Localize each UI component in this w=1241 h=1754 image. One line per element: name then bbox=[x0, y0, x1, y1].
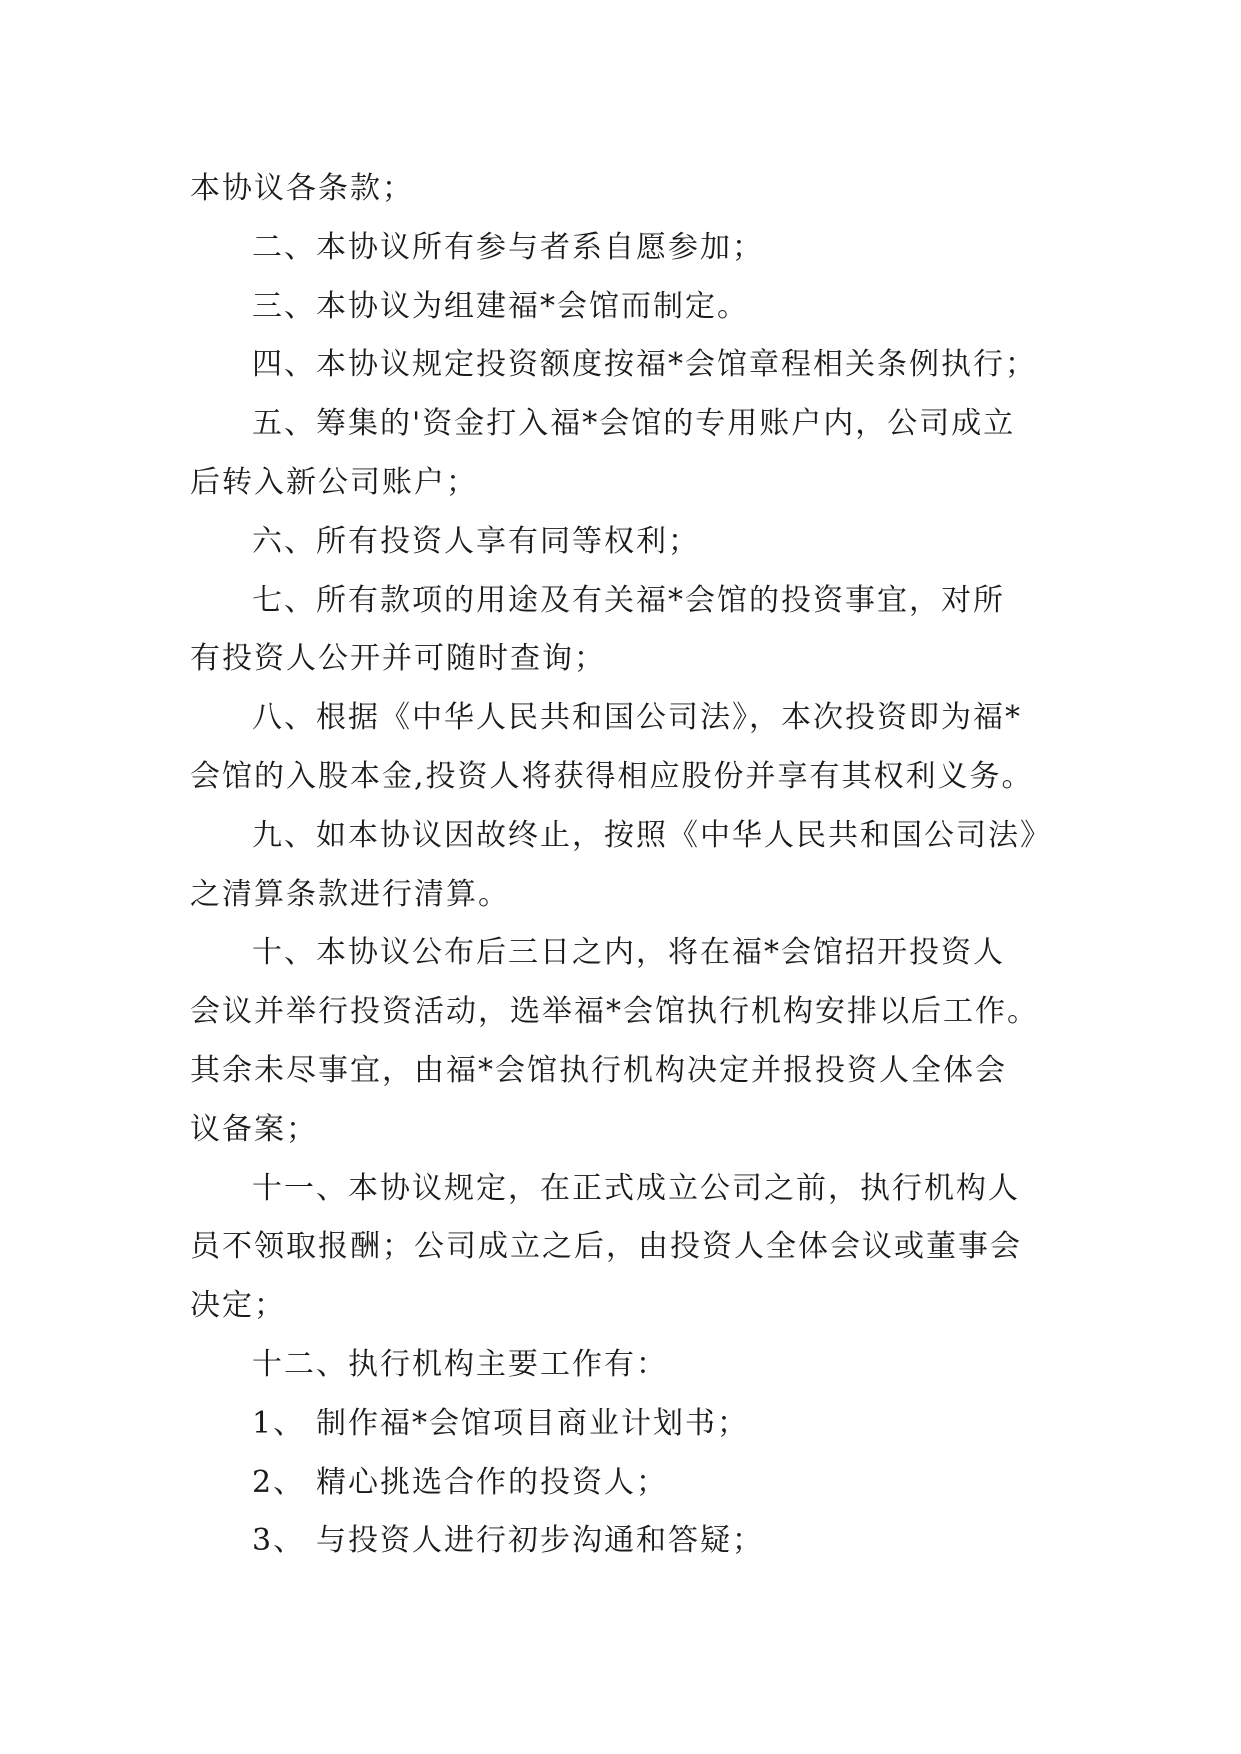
clause-7: 七、所有款项的用途及有关福*会馆的投资事宜，对所 bbox=[252, 582, 1005, 618]
list-text: 精心挑选合作的投资人； bbox=[316, 1464, 668, 1500]
text-line: 议备案； bbox=[190, 1111, 318, 1147]
clause-4: 四、本协议规定投资额度按福*会馆章程相关条例执行； bbox=[252, 347, 1037, 383]
text-line: 会馆的入股本金,投资人将获得相应股份并享有其权利义务。 bbox=[190, 758, 1034, 794]
text-line: 会议并举行投资活动，选举福*会馆执行机构安排以后工作。 bbox=[190, 994, 1039, 1030]
text-line: 决定； bbox=[190, 1288, 286, 1324]
clause-6: 六、所有投资人享有同等权利； bbox=[252, 523, 700, 559]
clause-12: 十二、执行机构主要工作有： bbox=[252, 1346, 668, 1382]
clause-5: 五、筹集的'资金打入福*会馆的专用账户内，公司成立 bbox=[252, 406, 1016, 442]
clause-2: 二、本协议所有参与者系自愿参加； bbox=[252, 229, 764, 265]
list-text: 与投资人进行初步沟通和答疑； bbox=[316, 1523, 764, 1559]
text-line: 本协议各条款； bbox=[190, 171, 414, 206]
list-item bbox=[190, 1454, 1058, 1513]
list-number: 1、 bbox=[252, 1405, 306, 1441]
text-line: 之清算条款进行清算。 bbox=[190, 876, 510, 912]
text-line: 其余未尽事宜，由福*会馆执行机构决定并报投资人全体会 bbox=[190, 1052, 1007, 1088]
list-item bbox=[190, 1395, 1058, 1454]
list-text: 制作福*会馆项目商业计划书； bbox=[316, 1405, 749, 1441]
text-line: 员不领取报酬；公司成立之后，由投资人全体会议或董事会 bbox=[190, 1229, 1022, 1265]
clause-10: 十、本协议公布后三日之内，将在福*会馆招开投资人 bbox=[252, 935, 1005, 971]
text-line: 后转入新公司账户； bbox=[190, 464, 478, 500]
clause-11: 十一、本协议规定，在正式成立公司之前，执行机构人 bbox=[252, 1170, 1020, 1206]
list-number: 3、 bbox=[252, 1523, 306, 1559]
list-number: 2、 bbox=[252, 1464, 306, 1500]
text-line: 有投资人公开并可随时查询； bbox=[190, 641, 606, 677]
list-item bbox=[190, 1512, 1058, 1571]
clause-3: 三、本协议为组建福*会馆而制定。 bbox=[252, 288, 749, 324]
clause-8: 八、根据《中华人民共和国公司法》，本次投资即为福* bbox=[252, 700, 1022, 736]
document-body bbox=[190, 160, 1058, 1571]
clause-9: 九、如本协议因故终止，按照《中华人民共和国公司法》 bbox=[252, 817, 1052, 853]
